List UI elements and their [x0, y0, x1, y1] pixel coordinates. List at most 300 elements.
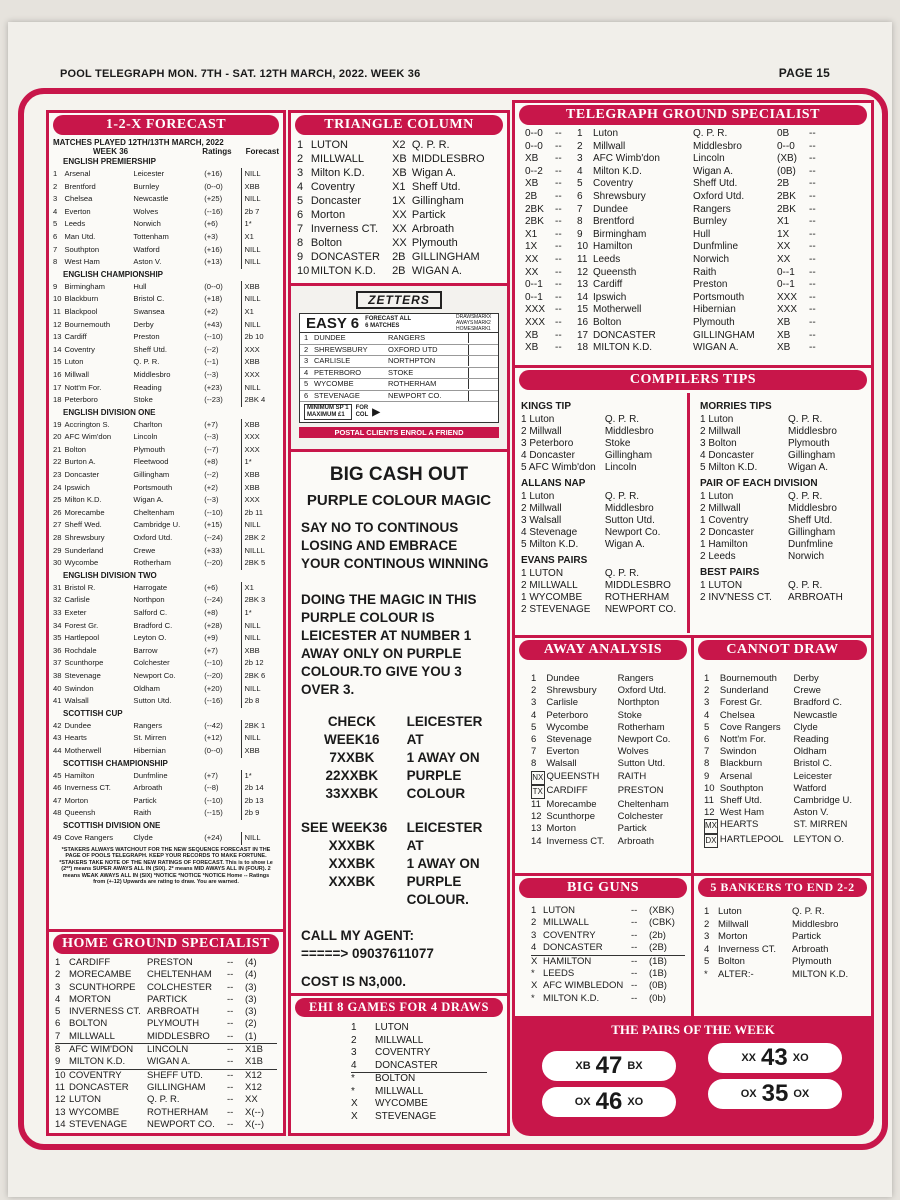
- forecast-value: 2b 13: [241, 795, 279, 808]
- away-team: Tottenham: [133, 231, 169, 241]
- away-team: Northpon: [133, 595, 165, 605]
- away-prediction: (0B): [777, 165, 796, 177]
- home-ground-row: [55, 1069, 277, 1082]
- home-team: Forest Gr.: [719, 697, 763, 709]
- kings-row: [521, 462, 681, 474]
- forecast-row: [53, 494, 279, 507]
- home-team: Bolton: [718, 956, 745, 968]
- rating: (--24): [204, 533, 223, 543]
- easy6-row: [300, 345, 498, 357]
- home-team: MILLWALL: [69, 1030, 115, 1042]
- home-team: 2 Doncaster: [700, 527, 754, 538]
- bigguns-row: [531, 930, 685, 942]
- row-number: 12: [55, 1094, 66, 1106]
- mark-box: [468, 345, 482, 355]
- away-prediction: 0--0: [777, 140, 795, 152]
- cashout-code: 33XXBK: [325, 786, 379, 801]
- home-team: Cove Rangers: [719, 721, 781, 733]
- zetters-max: MAXIMUM £1: [307, 412, 345, 418]
- match-number: 10: [53, 294, 62, 304]
- away-team: Rotherham: [617, 721, 665, 733]
- home-team: ALTER:-: [718, 968, 754, 980]
- away-team: RAITH: [617, 770, 647, 782]
- pair-prefix: XX: [741, 1052, 757, 1064]
- row-number: 1: [704, 673, 710, 684]
- separator: --: [809, 128, 816, 139]
- rating: (--10): [204, 795, 223, 805]
- away-prediction: 2BK: [777, 203, 796, 215]
- separator: --: [555, 190, 562, 202]
- forecast-row: [53, 745, 279, 758]
- forecast-section-title: ENGLISH DIVISION TWO: [63, 570, 157, 580]
- prediction: X12: [245, 1081, 262, 1093]
- home-team: 1 Coventry: [700, 515, 749, 526]
- away-prediction: 0--1: [777, 266, 795, 278]
- evans-title: EVANS PAIRS: [521, 555, 588, 566]
- forecast-value: NILL: [241, 256, 279, 269]
- home-team: 3 Peterboro: [521, 438, 574, 449]
- forecast-value: 1*: [241, 770, 279, 783]
- bigguns-row: [531, 993, 685, 1005]
- tgs-row: [525, 317, 861, 330]
- away-team: Watford: [133, 244, 160, 254]
- prediction: (3): [245, 1006, 257, 1018]
- morries-row: [700, 450, 868, 462]
- match-number: 47: [53, 795, 62, 805]
- away-team: Rangers: [693, 203, 731, 215]
- away-team: Q. P. R.: [604, 568, 640, 579]
- home-ground-row: [55, 1119, 277, 1131]
- away-prediction: XB: [777, 316, 791, 328]
- away-team: GILLINGHAM: [147, 1081, 206, 1093]
- row-marker: 2: [351, 1034, 357, 1046]
- legend-row: [456, 326, 494, 332]
- forecast-value: NILL: [241, 620, 279, 633]
- home-prediction: 2BK: [525, 203, 544, 215]
- rating: (+16): [204, 244, 223, 254]
- legend-mark: MARK: [474, 314, 489, 320]
- mark-box: [468, 379, 482, 389]
- row-number: 4: [55, 993, 61, 1005]
- forecast-value: XBB: [241, 181, 279, 194]
- home-team: 5 Milton K.D.: [521, 539, 579, 550]
- row-number: 6: [531, 734, 537, 746]
- prediction: XB: [392, 167, 407, 179]
- home-team: Scunthorpe: [546, 811, 595, 823]
- away-title: AWAY ANALYSIS: [519, 640, 687, 660]
- forecast-value: NILL: [241, 632, 279, 645]
- pair-number: 46: [595, 1088, 623, 1115]
- tgs-row: [525, 330, 861, 343]
- cannot-row: [704, 758, 865, 770]
- cashout-title: BIG CASH OUT: [329, 464, 469, 485]
- bankers-row: [704, 956, 865, 969]
- prediction: XX: [245, 1094, 258, 1106]
- forecast-section-title: ENGLISH PREMIERSHIP: [63, 157, 156, 166]
- away-team: Rangers: [133, 720, 163, 730]
- home-ground-title: HOME GROUND SPECIALIST: [53, 934, 279, 954]
- page-number: PAGE 15: [778, 66, 830, 80]
- home-team: WYCOMBE: [314, 379, 354, 388]
- home-team: Bolton: [593, 316, 622, 328]
- away-team: Sutton Utd.: [133, 696, 172, 706]
- tgs-row: [525, 304, 861, 317]
- away-row: [531, 823, 685, 835]
- cannot-row: [704, 771, 865, 783]
- separator: --: [809, 279, 816, 291]
- morries-row: [700, 438, 868, 450]
- best-row: [700, 592, 868, 604]
- away-team: RANGERS: [388, 333, 426, 342]
- away-prediction: 2BK: [777, 190, 796, 202]
- arrow-icon: ▶: [372, 406, 380, 418]
- forecast-section-title: SCOTTISH CHAMPIONSHIP: [63, 758, 168, 768]
- home-team: HEARTS: [720, 819, 759, 831]
- prediction: (2b): [649, 929, 666, 941]
- home-team: Stevenage: [546, 734, 592, 746]
- home-ground-box: [46, 932, 286, 1136]
- home-ground-row: [55, 957, 277, 969]
- bigguns-row: [531, 968, 685, 980]
- forecast-row: [53, 344, 279, 357]
- zetters-col: COL: [355, 412, 369, 418]
- away-row: [531, 697, 685, 709]
- tgs-row: [525, 241, 861, 254]
- rating: (+2): [204, 306, 218, 316]
- home-team: 2 Leeds: [700, 551, 736, 562]
- home-team: Brentford: [593, 216, 635, 228]
- triangle-row: [297, 236, 501, 250]
- cannot-row: [704, 722, 865, 734]
- home-ground-row: [55, 982, 277, 994]
- row-number: 5: [704, 721, 710, 733]
- home-team: Accrington S.: [64, 419, 110, 429]
- row-number: 10: [577, 241, 589, 253]
- bankers-box: [694, 876, 874, 1026]
- match-number: 4: [53, 206, 58, 216]
- team: LUTON: [543, 905, 576, 916]
- pair-row: [700, 503, 868, 515]
- away-team: Oldham: [793, 746, 827, 758]
- separator: --: [555, 279, 562, 291]
- home-team: Birmingham: [64, 281, 105, 291]
- match-number: 8: [53, 257, 58, 267]
- row-number: 3: [531, 929, 537, 941]
- row-number: 2: [297, 153, 304, 165]
- forecast-row: [53, 193, 279, 206]
- row-number: 13: [55, 1106, 66, 1118]
- home-team: Everton: [546, 746, 580, 758]
- row-number: 7: [577, 203, 583, 215]
- ehi-box: [288, 996, 510, 1136]
- agent-label: CALL MY AGENT:: [301, 928, 415, 943]
- away-team: GILLINGHAM: [411, 251, 480, 263]
- triangle-row: [297, 152, 501, 166]
- away-team: Lincoln: [693, 153, 725, 165]
- prediction: (4): [245, 969, 257, 981]
- home-team: Millwall: [64, 369, 89, 379]
- away-team: Portsmouth: [133, 482, 173, 492]
- forecast-section-title: ENGLISH DIVISION ONE: [63, 407, 156, 417]
- row-number: 3: [55, 981, 61, 993]
- forecast-row: [53, 620, 279, 633]
- away-team: Q. P. R.: [604, 414, 640, 425]
- away-team: ROTHERHAM: [604, 592, 670, 603]
- row-number: 1: [577, 128, 583, 139]
- match-number: 35: [53, 633, 62, 643]
- home-team: Stevenage: [64, 670, 101, 680]
- prediction: X(--): [245, 1118, 264, 1130]
- rating: (--42): [204, 720, 223, 730]
- rating: (+7): [204, 645, 218, 655]
- home-team: Brentford: [64, 181, 96, 191]
- prediction: (3): [245, 993, 257, 1005]
- team: BOLTON: [375, 1073, 416, 1084]
- away-team: Oldham: [133, 683, 160, 693]
- home-team: Forest Gr.: [64, 620, 99, 630]
- home-team: 5 Milton K.D.: [700, 462, 758, 473]
- pair-oval: [705, 1076, 845, 1112]
- prediction: (1): [245, 1030, 257, 1042]
- match-number: 13: [53, 332, 62, 342]
- home-team: LUTON: [310, 139, 348, 151]
- away-team: St. Mirren: [133, 733, 167, 743]
- bigguns-row: [531, 905, 685, 917]
- tgs-row: [525, 279, 861, 292]
- home-team: Coventry: [310, 181, 355, 193]
- triangle-row: [297, 264, 501, 278]
- rating: (--10): [204, 658, 223, 668]
- row-number: 8: [704, 758, 710, 770]
- cashout-box: [288, 452, 510, 996]
- pair-prefix: XB: [575, 1060, 591, 1072]
- away-team: GILLINGHAM: [693, 329, 755, 341]
- forecast-row: [53, 507, 279, 520]
- home-team: Blackburn: [64, 294, 99, 304]
- prediction: 1X: [392, 195, 406, 207]
- away-team: Wigan A.: [788, 462, 829, 473]
- separator: --: [809, 304, 816, 316]
- allans-row: [521, 515, 681, 527]
- evans-row: [521, 568, 681, 580]
- cannot-row: [704, 807, 865, 819]
- separator: --: [809, 203, 816, 215]
- forecast-value: NILL: [241, 832, 279, 845]
- away-team: Reading: [793, 734, 829, 746]
- forecast-value: 2b 9: [241, 807, 279, 820]
- away-team: Cheltenham: [133, 507, 175, 517]
- away-team: Reading: [133, 382, 162, 392]
- pair-suffix: XO: [792, 1052, 809, 1064]
- pair-prefix: OX: [740, 1088, 757, 1100]
- row-marker: *: [351, 1085, 355, 1097]
- rating: (+33): [204, 545, 223, 555]
- forecast-row: [53, 795, 279, 808]
- forecast-value: 2BK 6: [241, 670, 279, 683]
- rating: (+2): [204, 482, 218, 492]
- pair-row: [700, 491, 868, 503]
- home-team: Scunthorpe: [64, 658, 104, 668]
- away-team: Middlesbro: [788, 426, 837, 437]
- row-number: 8: [577, 216, 583, 228]
- triangle-row: [297, 166, 501, 180]
- match-number: 44: [53, 745, 62, 755]
- pair-row: [700, 515, 868, 527]
- separator: --: [227, 981, 234, 993]
- mark-box: [468, 391, 482, 401]
- rating: (--3): [204, 432, 219, 442]
- away-row: [531, 673, 685, 685]
- home-team: Luton: [593, 128, 619, 139]
- away-team: Clyde: [133, 832, 153, 842]
- home-team: WYCOMBE: [69, 1106, 120, 1118]
- home-team: Millwall: [593, 140, 626, 152]
- ehi-row: [351, 1111, 487, 1124]
- away-team: Watford: [793, 782, 827, 794]
- cannot-row: [704, 685, 865, 697]
- away-team: LINCOLN: [147, 1044, 189, 1056]
- home-team: Sheff Wed.: [64, 520, 102, 530]
- forecast-row: [53, 670, 279, 683]
- row-number: 5: [297, 195, 304, 207]
- row-number: X: [531, 955, 538, 967]
- cannot-row: [704, 795, 865, 807]
- home-team: Doncaster: [64, 470, 100, 480]
- separator: --: [631, 905, 638, 916]
- away-team: Sutton Utd.: [617, 758, 666, 770]
- separator: --: [227, 969, 234, 981]
- row-marker: X: [351, 1098, 358, 1109]
- away-team: NEWPORT CO.: [388, 390, 442, 400]
- forecast-value: XBB: [241, 469, 279, 482]
- away-team: Wigan A.: [411, 167, 456, 179]
- row-number: 1: [304, 333, 309, 342]
- home-team: Dundee: [546, 673, 580, 684]
- home-team: Southpton: [64, 244, 100, 254]
- cannot-row: [704, 783, 865, 795]
- rating: (+9): [204, 633, 218, 643]
- row-number: 4: [704, 943, 710, 955]
- away-team: NEWPORT CO.: [604, 604, 677, 615]
- home-team: West Ham: [719, 807, 765, 819]
- kings-row: [521, 450, 681, 462]
- home-team: Carlisle: [546, 697, 579, 709]
- row-number: 11: [704, 795, 714, 807]
- forecast-value: XBB: [241, 281, 279, 294]
- home-team: 3 Walsall: [521, 515, 562, 526]
- triangle-row: [297, 194, 501, 208]
- match-number: 12: [53, 319, 62, 329]
- pair-suffix: XO: [627, 1096, 644, 1108]
- away-team: Leyton O.: [133, 633, 167, 643]
- match-number: 41: [53, 696, 62, 706]
- home-team: 2 Millwall: [700, 426, 741, 437]
- forecast-value: 1*: [241, 456, 279, 469]
- row-number: 6: [55, 1018, 61, 1030]
- away-prediction: (XB): [777, 153, 797, 165]
- forecast-value: 2BK 2: [241, 532, 279, 545]
- away-team: Partick: [617, 823, 647, 835]
- tgs-row: [525, 141, 861, 154]
- rating: (--3): [204, 369, 219, 379]
- home-team: Walsall: [64, 696, 89, 706]
- away-team: Dunfmline: [788, 539, 834, 550]
- away-team: Wigan A.: [693, 165, 734, 177]
- match-number: 49: [53, 832, 62, 842]
- row-number: DX: [704, 834, 718, 848]
- easy6-row: [300, 391, 498, 403]
- home-prediction: 2BK: [525, 216, 544, 228]
- home-team: Leeds: [64, 219, 86, 229]
- forecast-value: NILL: [241, 683, 279, 696]
- allans-row: [521, 503, 681, 515]
- away-team: Partick: [411, 209, 446, 221]
- away-team: SHEFF UTD.: [147, 1069, 203, 1081]
- tgs-row: [525, 178, 861, 191]
- forecast-row: [53, 645, 279, 658]
- home-team: Peterboro: [64, 395, 98, 405]
- zetters-box: [288, 286, 510, 452]
- row-number: 5: [304, 379, 309, 388]
- home-prediction: 2B: [525, 190, 538, 202]
- kings-row: [521, 426, 681, 438]
- home-team: Nott'm For.: [64, 382, 102, 392]
- home-prediction: XXX: [525, 304, 546, 316]
- rating: (--20): [204, 670, 223, 680]
- forecast-row: [53, 331, 279, 344]
- home-team: Inverness CT.: [718, 943, 777, 955]
- prediction: (4): [245, 957, 257, 968]
- forecast-row: [53, 770, 279, 783]
- team: MILLWALL: [543, 917, 589, 929]
- away-team: NEWPORT CO.: [147, 1118, 215, 1130]
- pair-prefix: OX: [574, 1096, 591, 1108]
- away-team: Dunfmline: [133, 770, 168, 780]
- row-number: 12: [531, 811, 542, 823]
- home-team: 1 WYCOMBE: [521, 592, 583, 603]
- match-number: 2: [53, 181, 58, 191]
- cashout-line: LEICESTER AT: [406, 820, 483, 853]
- triangle-row: [297, 222, 501, 236]
- bankers-title: 5 BANKERS TO END 2-2: [698, 878, 867, 897]
- agent-phone: =====> 09037611077: [301, 946, 434, 961]
- home-team: Burton A.: [64, 457, 96, 467]
- match-number: 16: [53, 369, 62, 379]
- cannot-row: [704, 834, 865, 848]
- row-number: 13: [531, 823, 542, 835]
- tgs-row: [525, 254, 861, 267]
- home-ground-row: [55, 1082, 277, 1094]
- home-team: Bournemouth: [64, 319, 111, 329]
- home-team: Walsall: [546, 758, 577, 770]
- triangle-row: [297, 250, 501, 264]
- away-team: Gillingham: [788, 450, 836, 461]
- away-team: Middlesbro: [604, 426, 654, 437]
- forecast-row: [53, 419, 279, 432]
- match-number: 28: [53, 533, 62, 543]
- forecast-row: [53, 657, 279, 670]
- separator: --: [809, 253, 816, 265]
- home-team: 5 AFC Wimb'don: [521, 462, 596, 473]
- row-number: 13: [577, 279, 589, 291]
- home-prediction: 0--0: [525, 128, 543, 139]
- match-number: 40: [53, 683, 62, 693]
- separator: --: [555, 241, 562, 253]
- away-team: Gillingham: [133, 470, 170, 480]
- home-ground-row: [55, 1094, 277, 1106]
- away-team: Arbroath: [133, 783, 163, 793]
- forecast-row: [53, 356, 279, 369]
